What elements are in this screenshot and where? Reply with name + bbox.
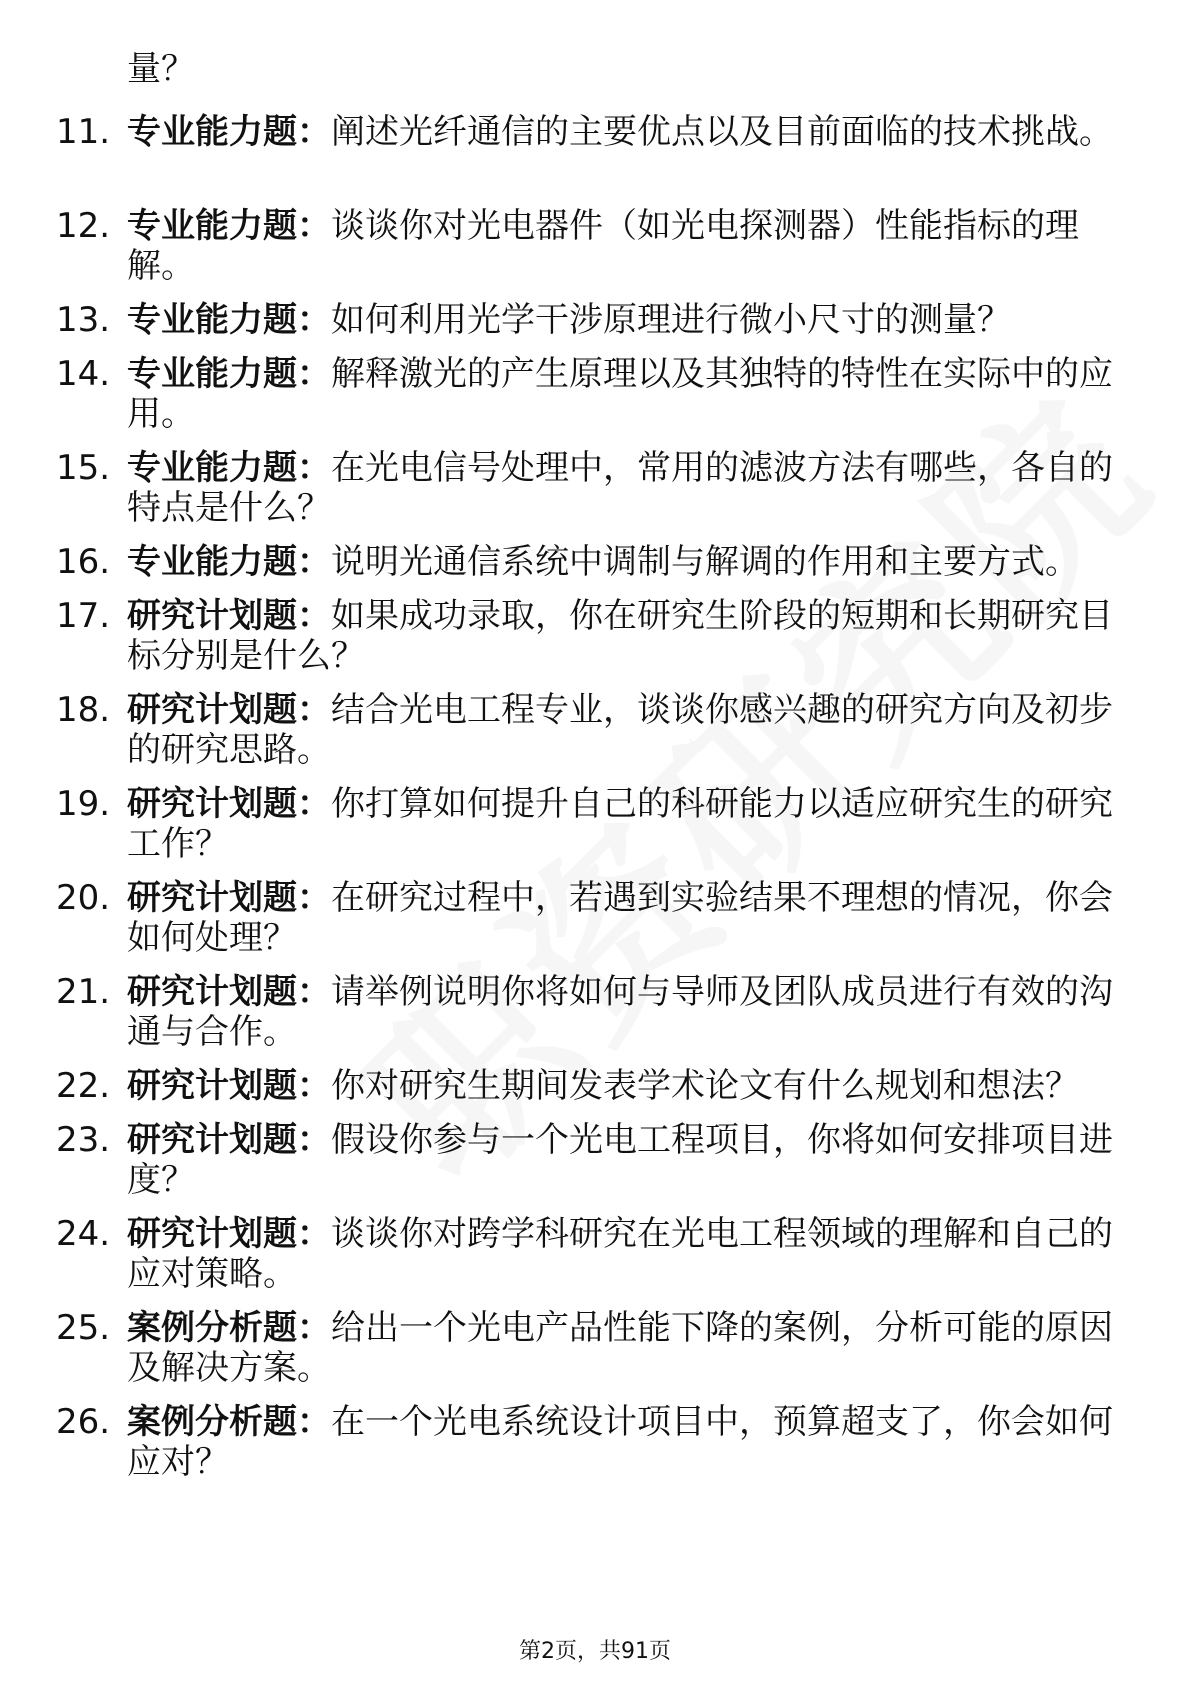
question-text: 说明光通信系统中调制与解调的作用和主要方式。 xyxy=(331,542,1079,582)
question-number: 16. xyxy=(56,542,111,582)
question-body xyxy=(127,354,1117,434)
question-category: 专业能力题： xyxy=(127,542,331,582)
question-category: 专业能力题： xyxy=(127,448,331,488)
question-body xyxy=(127,206,1117,286)
list-item xyxy=(0,1402,1190,1482)
question-category: 专业能力题： xyxy=(127,300,331,340)
question-text: 谈谈你对光电器件（如光电探测器）性能指标的理解。 xyxy=(127,206,1079,286)
list-item xyxy=(0,206,1190,286)
list-item xyxy=(0,784,1190,864)
page-footer: 第2页，共91页 xyxy=(519,1639,671,1664)
question-category: 研究计划题： xyxy=(127,878,331,918)
question-text: 你对研究生期间发表学术论文有什么规划和想法？ xyxy=(331,1066,1079,1106)
list-item xyxy=(0,300,1190,340)
question-category: 研究计划题： xyxy=(127,972,331,1012)
question-text: 如果成功录取，你在研究生阶段的短期和长期研究目标分别是什么？ xyxy=(127,596,1113,676)
question-body xyxy=(127,300,1117,340)
question-text: 假设你参与一个光电工程项目，你将如何安排项目进度？ xyxy=(127,1120,1113,1200)
question-text: 结合光电工程专业，谈谈你感兴趣的研究方向及初步的研究思路。 xyxy=(127,690,1113,770)
list-item xyxy=(0,542,1190,582)
question-text: 请举例说明你将如何与导师及团队成员进行有效的沟通与合作。 xyxy=(127,972,1113,1052)
question-body xyxy=(127,1214,1117,1294)
question-body xyxy=(127,448,1117,528)
question-body xyxy=(127,1120,1117,1200)
question-text: 在光电信号处理中，常用的滤波方法有哪些，各自的特点是什么？ xyxy=(127,448,1113,528)
question-category: 专业能力题： xyxy=(127,206,331,246)
question-body xyxy=(127,878,1117,958)
question-text: 阐述光纤通信的主要优点以及目前面临的技术挑战。 xyxy=(331,112,1113,152)
question-body xyxy=(127,596,1117,676)
question-number: 13. xyxy=(56,300,111,340)
question-category: 研究计划题： xyxy=(127,784,331,824)
question-text: 解释激光的产生原理以及其独特的特性在实际中的应用。 xyxy=(127,354,1113,434)
question-category: 案例分析题： xyxy=(127,1402,331,1442)
question-number: 25. xyxy=(56,1308,111,1348)
list-item xyxy=(0,972,1190,1052)
question-number: 23. xyxy=(56,1120,111,1160)
question-category: 研究计划题： xyxy=(127,596,331,636)
question-body xyxy=(127,690,1117,770)
list-item xyxy=(0,878,1190,958)
question-category: 研究计划题： xyxy=(127,1120,331,1160)
list-item xyxy=(0,1120,1190,1200)
question-text: 如何利用光学干涉原理进行微小尺寸的测量？ xyxy=(331,300,1011,340)
question-category: 研究计划题： xyxy=(127,1066,331,1106)
list-item xyxy=(0,690,1190,770)
question-category: 研究计划题： xyxy=(127,1214,331,1254)
question-body xyxy=(127,972,1117,1052)
question-number: 22. xyxy=(56,1066,111,1106)
list-item xyxy=(0,1308,1190,1388)
list-item xyxy=(0,354,1190,434)
continuation-text: 量？ xyxy=(127,49,195,89)
question-number: 20. xyxy=(56,878,111,918)
question-number: 15. xyxy=(56,448,111,488)
question-body xyxy=(127,1402,1117,1482)
question-body xyxy=(127,784,1117,864)
question-text: 在一个光电系统设计项目中，预算超支了，你会如何应对？ xyxy=(127,1402,1113,1482)
question-number: 18. xyxy=(56,690,111,730)
list-item xyxy=(0,1066,1190,1106)
question-number: 26. xyxy=(56,1402,111,1442)
question-category: 案例分析题： xyxy=(127,1308,331,1348)
question-body xyxy=(127,1066,1117,1106)
question-number: 19. xyxy=(56,784,111,824)
list-item xyxy=(0,1214,1190,1294)
question-text: 谈谈你对跨学科研究在光电工程领域的理解和自己的应对策略。 xyxy=(127,1214,1113,1294)
question-body xyxy=(127,112,1117,152)
list-item xyxy=(0,596,1190,676)
list-item xyxy=(0,112,1190,152)
question-body xyxy=(127,542,1117,582)
question-text: 你打算如何提升自己的科研能力以适应研究生的研究工作？ xyxy=(127,784,1113,864)
list-item xyxy=(0,448,1190,528)
question-number: 12. xyxy=(56,206,111,246)
question-number: 11. xyxy=(56,112,111,152)
question-body xyxy=(127,1308,1117,1388)
question-number: 17. xyxy=(56,596,111,636)
question-number: 24. xyxy=(56,1214,111,1254)
question-text: 在研究过程中，若遇到实验结果不理想的情况，你会如何处理？ xyxy=(127,878,1113,958)
question-category: 专业能力题： xyxy=(127,354,331,394)
question-text: 给出一个光电产品性能下降的案例，分析可能的原因及解决方案。 xyxy=(127,1308,1113,1388)
question-category: 专业能力题： xyxy=(127,112,331,152)
question-number: 14. xyxy=(56,354,111,394)
question-number: 21. xyxy=(56,972,111,1012)
question-category: 研究计划题： xyxy=(127,690,331,730)
